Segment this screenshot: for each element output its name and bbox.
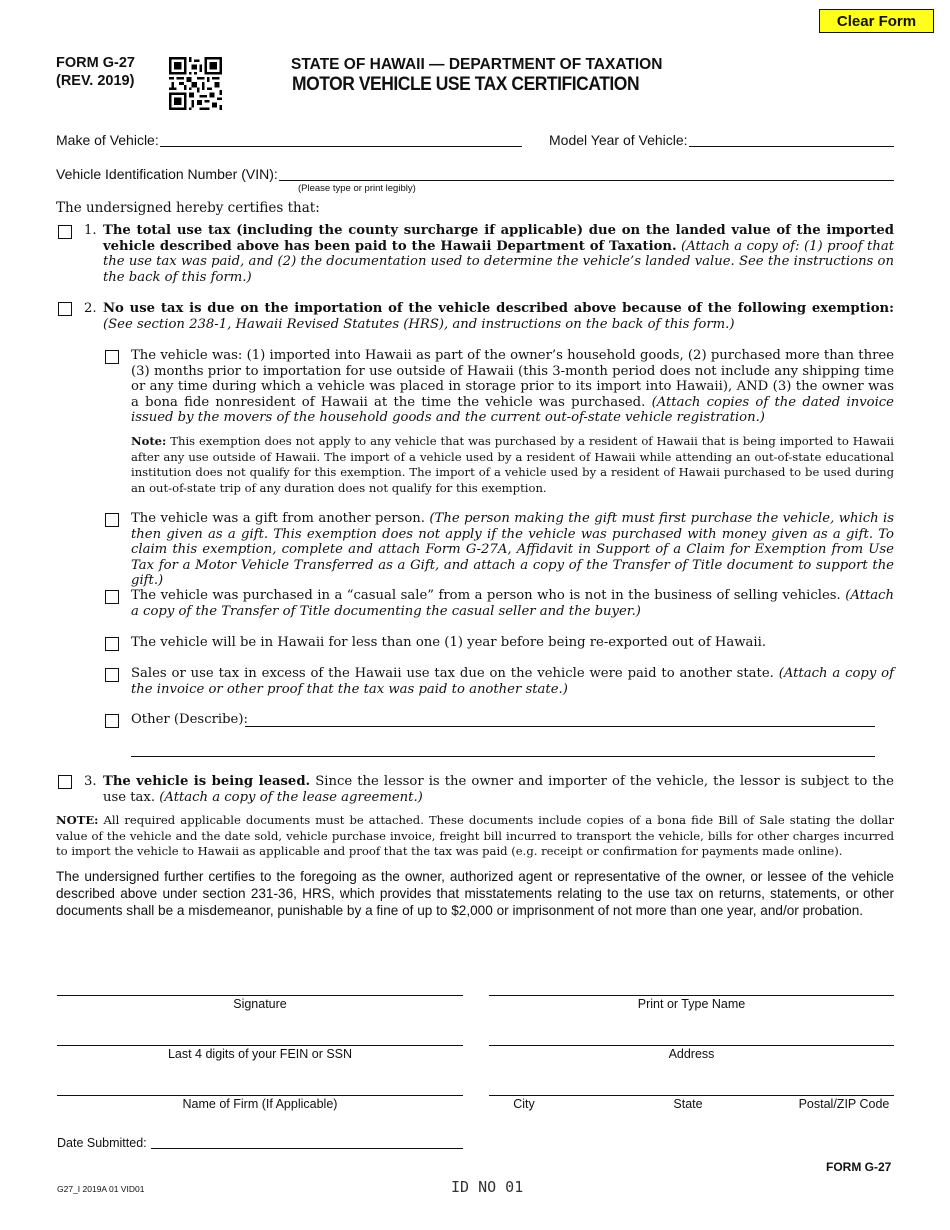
fein-ssn-label: Last 4 digits of your FEIN or SSN	[167, 1047, 353, 1061]
exemption-italic: (The person making the gift must first purchase the vehicle, which is then given as a gift. This exemption does not apply if the vehicle was purchased with money given as a gift. To claim this exemption, complete and attach Form G-27A, Affidavit in Support of a Claim for Exemption from Use Tax for a Motor Vehicle Transferred as a Gift, and attach a copy of the Transfer of Title document to support the gift.)	[131, 511, 895, 588]
vin-hint: (Please type or print legibly)	[298, 183, 416, 194]
firm-name-label: Name of Firm (If Applicable)	[182, 1097, 338, 1111]
note-text: This exemption does not apply to any vehicle that was purchased by a resident of Hawaii that is being imported to Hawaii after any use outside of Hawaii. The import of a vehicle used by a resident of Hawaii while attending an out-of-state educational institution does not qualify for this exemption. The import of a vehicle used by a resident of Hawaii purchased to be used during an out-of-state trip of any duration does not qualify for this exemption.	[131, 434, 895, 496]
item2-text	[103, 301, 894, 332]
exemption-italic: (Attach a copy of the Transfer of Title documenting the casual seller and the buyer.)	[131, 588, 894, 619]
item2-number: 2.	[84, 301, 97, 316]
make-label: Make of Vehicle:	[56, 132, 159, 148]
final-note	[56, 813, 894, 860]
exemption-text: The vehicle was a gift from another person.	[131, 511, 425, 526]
exemption-text: The vehicle will be in Hawaii for less than one (1) year before being re-exported out of Hawaii.	[131, 635, 767, 650]
form-number: FORM G-27	[56, 55, 135, 71]
note-label: Note:	[131, 434, 167, 448]
exemption-note	[131, 434, 894, 497]
item2-italic: (See section 238-1, Hawaii Revised Statutes (HRS), and instructions on the back of this form.)	[103, 316, 735, 332]
exemption-gift-checkbox[interactable]	[105, 513, 119, 527]
exemption-other-state-tax-text	[131, 666, 894, 697]
form-revision: (REV. 2019)	[56, 73, 135, 89]
date-submitted-field[interactable]	[151, 1148, 463, 1149]
exemption-italic: (Attach a copy of the invoice or other proof that the tax was paid to another state.)	[131, 666, 894, 697]
item2-bold: No use tax is due on the importation of the vehicle described above because of the following exemption:	[103, 301, 894, 316]
model-year-label: Model Year of Vehicle:	[549, 132, 688, 148]
other-label: Other (Describe):	[131, 712, 248, 727]
exemption-household-goods-text	[131, 348, 894, 426]
final-note-text: All required applicable documents must be attached. These documents include copies of a bona fide Bill of Sale stating the dollar value of the vehicle and the date sold, vehicle purchase invoice, freight bill incurred to transport the vehicle, bills for other charges incurred to import the vehicle to Hawaii as applicable and proof that the tax was paid (e.g. receipt or confirmation for payments made online).	[56, 813, 894, 859]
item1-text	[103, 223, 894, 285]
exemption-casual-sale-text	[131, 588, 894, 619]
exemption-household-goods-checkbox[interactable]	[105, 350, 119, 364]
exemption-casual-sale-checkbox[interactable]	[105, 590, 119, 604]
footer-id-no: ID NO 01	[451, 1178, 524, 1196]
signature-label: Signature	[233, 997, 287, 1011]
exemption-other-checkbox[interactable]	[105, 714, 119, 728]
city-label: City	[513, 1097, 535, 1111]
make-field[interactable]	[160, 146, 522, 147]
state-label: State	[673, 1097, 703, 1111]
agency-name: STATE OF HAWAII — DEPARTMENT OF TAXATION	[291, 56, 663, 73]
print-name-label: Print or Type Name	[637, 997, 746, 1011]
exemption-text: Sales or use tax in excess of the Hawaii use tax due on the vehicle were paid to another state.	[131, 666, 774, 681]
zip-label: Postal/ZIP Code	[798, 1097, 890, 1111]
other-describe-field-line2[interactable]	[131, 756, 875, 757]
item3-text	[103, 774, 894, 805]
exemption-italic: (Attach copies of the dated invoice issued by the movers of the household goods and the current out-of-state vehicle registration.)	[131, 394, 894, 425]
signature-field[interactable]	[57, 995, 463, 996]
print-name-field[interactable]	[489, 995, 894, 996]
item3-number: 3.	[84, 774, 97, 789]
model-year-field[interactable]	[689, 146, 894, 147]
footer-form-id: FORM G-27	[826, 1160, 892, 1174]
date-submitted-label: Date Submitted:	[57, 1136, 147, 1150]
exemption-text: The vehicle was purchased in a “casual sale” from a person who is not in the business of selling vehicles.	[131, 588, 841, 603]
footer-code: G27_I 2019A 01 VID01	[57, 1184, 145, 1194]
exemption-text: The vehicle was: (1) imported into Hawaii as part of the owner’s household goods, (2) purchased more than three (3) months prior to importation for use outside of Hawaii (this 3-month period does not include any shipping time or any time during which a vehicle was placed in storage prior to its import into Hawaii), AND (3) the owner was a bona fide nonresident of Hawaii at the time the vehicle was purchased.	[131, 348, 894, 410]
firm-name-field[interactable]	[57, 1095, 463, 1096]
item2-checkbox[interactable]	[58, 302, 72, 316]
item1-italic: (Attach a copy of: (1) proof that the use tax was paid, and (2) the documentation used to determine the vehicle’s landed value. See the instructions on the back of this form.)	[103, 238, 894, 285]
other-describe-field[interactable]	[245, 726, 875, 727]
exemption-re-export-checkbox[interactable]	[105, 637, 119, 651]
item3-bold: The vehicle is being leased.	[103, 774, 311, 789]
vin-label: Vehicle Identification Number (VIN):	[56, 166, 278, 182]
page-title: MOTOR VEHICLE USE TAX CERTIFICATION	[292, 74, 640, 95]
fein-ssn-field[interactable]	[57, 1045, 463, 1046]
item3-checkbox[interactable]	[58, 775, 72, 789]
certifies-intro: The undersigned hereby certifies that:	[56, 200, 320, 216]
clear-form-button[interactable]: Clear Form	[819, 9, 934, 33]
item3-italic: (Attach a copy of the lease agreement.)	[159, 789, 423, 805]
vin-field[interactable]	[279, 180, 894, 181]
final-note-label: NOTE:	[56, 813, 99, 827]
exemption-gift-text	[131, 511, 894, 589]
exemption-other-state-tax-checkbox[interactable]	[105, 668, 119, 682]
address-label: Address	[668, 1047, 715, 1061]
item1-bold: The total use tax (including the county surcharge if applicable) due on the landed value of the imported vehicle described above has been paid to the Hawaii Department of Taxation.	[103, 223, 894, 254]
certification-text: The undersigned further certifies to the foregoing as the owner, authorized agent or representative of the owner, or lessee of the vehicle described above under section 231-36, HRS, which provides that misstatements relating to the use tax on returns, statements, or other documents shall be a misdemeanor, punishable by a fine of up to $2,000 or imprisonment of not more than one year, and/or probation.	[56, 869, 894, 919]
address-field[interactable]	[489, 1045, 894, 1046]
item1-number: 1.	[84, 223, 97, 238]
item1-checkbox[interactable]	[58, 225, 72, 239]
qr-code-icon	[169, 57, 222, 115]
item3-plain: Since the lessor is the owner and importer of the vehicle, the lessor is subject to the use tax.	[103, 774, 894, 805]
exemption-re-export-text	[131, 635, 894, 651]
city-state-zip-field[interactable]	[489, 1095, 894, 1096]
